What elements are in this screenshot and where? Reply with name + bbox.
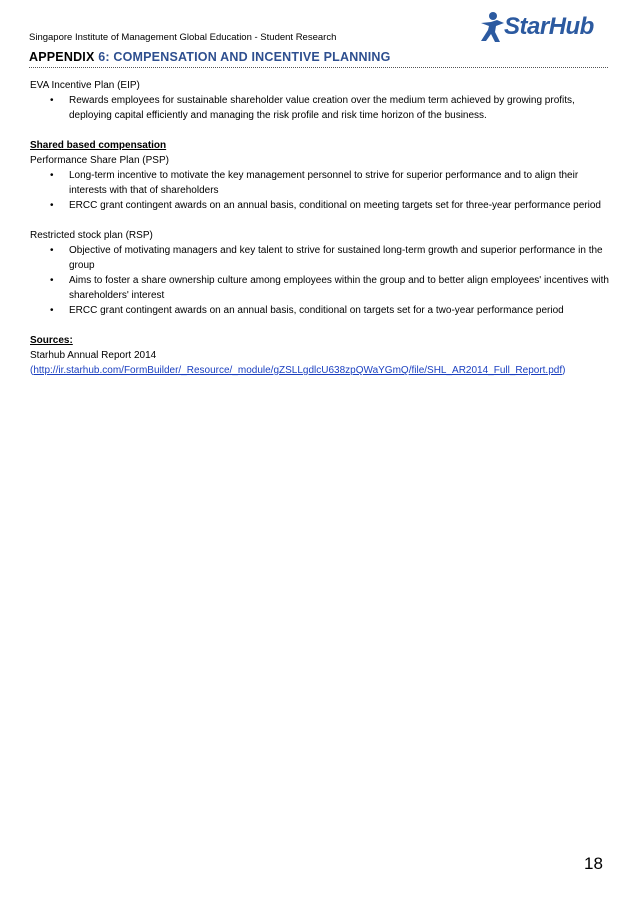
bullet-icon: • (50, 305, 54, 316)
running-header: Singapore Institute of Management Global Education - Student Research (29, 32, 337, 43)
sources-heading: Sources: (30, 335, 73, 346)
psp-bullet-list (30, 168, 610, 213)
list-item (30, 303, 610, 318)
starhub-logo (478, 10, 606, 44)
source-link[interactable]: http://ir.starhub.com/FormBuilder/_Resource/_module/gZSLLgdlcU638zpQWaYGmQ/file/SHL_AR2014_Full_Report.pdf (33, 365, 563, 376)
eip-bullet-list (30, 93, 610, 123)
psp-heading: Performance Share Plan (PSP) (30, 155, 169, 166)
eip-heading: EVA Incentive Plan (EIP) (30, 80, 140, 91)
bullet-icon: • (50, 245, 54, 256)
list-item-text: Objective of motivating managers and key talent to strive for sustained long-term growth and superior performance in the group (69, 245, 603, 271)
source-link-line (30, 363, 610, 378)
list-item (30, 273, 610, 303)
list-item (30, 168, 610, 198)
list-item (30, 243, 610, 273)
source-report: Starhub Annual Report 2014 (30, 350, 157, 361)
page-title (29, 50, 608, 68)
bullet-icon: • (50, 95, 54, 106)
list-item-text: Aims to foster a share ownership culture among employees within the group and to better align employees' incentives with shareholders' interest (69, 275, 609, 301)
list-item-text: Long-term incentive to motivate the key management personnel to strive for superior performance and to align their interests with that of shareholders (69, 170, 579, 196)
title-text: 6: COMPENSATION AND INCENTIVE PLANNING (98, 50, 391, 64)
document-body (30, 78, 610, 378)
bullet-icon: • (50, 200, 54, 211)
rsp-bullet-list (30, 243, 610, 318)
shared-compensation-heading: Shared based compensation (30, 140, 167, 151)
bullet-icon: • (50, 170, 54, 181)
list-item (30, 198, 610, 213)
open-paren: ( (30, 365, 34, 376)
list-item-text: ERCC grant contingent awards on an annual basis, conditional on meeting targets set for three-year performance period (69, 200, 601, 211)
list-item (30, 93, 610, 123)
bullet-icon: • (50, 275, 54, 286)
close-paren: ) (562, 365, 566, 376)
star-figure-icon (478, 10, 506, 44)
list-item-text: Rewards employees for sustainable shareholder value creation over the medium term achieved by growing profits, deploying capital efficiently and managing the risk profile and risk time horizon of the business. (69, 95, 575, 121)
logo-text: StarHub (504, 13, 594, 40)
rsp-heading: Restricted stock plan (RSP) (30, 230, 153, 241)
page-number: 18 (584, 854, 603, 873)
title-prefix: APPENDIX (29, 50, 99, 64)
list-item-text: ERCC grant contingent awards on an annual basis, conditional on targets set for a two-year performance period (69, 305, 564, 316)
